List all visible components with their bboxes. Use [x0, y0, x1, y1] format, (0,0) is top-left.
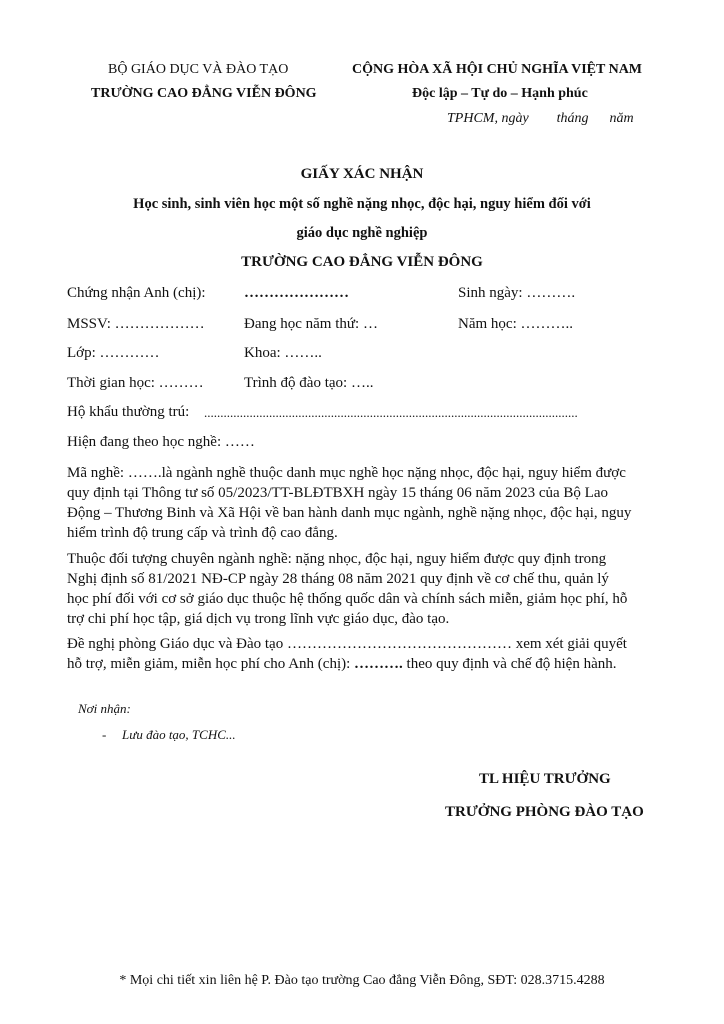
paragraph-line: Thuộc đối tượng chuyên ngành nghề: nặng nhọc, độc hại, nguy hiểm được quy định trong — [67, 551, 607, 567]
residence-dots: ................................................................................................................... — [204, 405, 578, 420]
ministry-name: BỘ GIÁO DỤC VÀ ĐÀO TẠO — [108, 62, 289, 77]
certify-value: ………………… — [244, 285, 349, 301]
recipients-label: Nơi nhận: — [78, 701, 131, 716]
faculty-field: Khoa: …….. — [244, 345, 322, 361]
recipients-item: Lưu đào tạo, TCHC... — [122, 727, 236, 742]
republic-name: CỘNG HÒA XÃ HỘI CHỦ NGHĨA VIỆT NAM — [352, 62, 643, 77]
signature-title-1: TL HIỆU TRƯỞNG — [479, 771, 611, 787]
request-name-blank: ………. — [354, 656, 403, 672]
paragraph-request — [67, 634, 657, 674]
paragraph-line: Nghị định số 81/2021 NĐ-CP ngày 28 tháng 08 năm 2021 quy định về cơ chế thu, quản lý — [67, 571, 609, 587]
date-of-birth-field: Sinh ngày: ………. — [458, 285, 576, 301]
request-text-end: theo quy định và chế độ hiện hành. — [402, 656, 617, 672]
document-subtitle-line2: giáo dục nghề nghiệp — [296, 225, 428, 241]
paragraph-line: học phí đối với cơ sở giáo dục thuộc hệ thống quốc dân và chính sách miễn, giảm học phí, hỗ — [67, 591, 628, 607]
paragraph-line: quy định tại Thông tư số 05/2023/TT-BLĐTBXH ngày 15 tháng 06 năm 2023 của Bộ Lao — [67, 485, 608, 501]
study-year-field: Đang học năm thứ: … — [244, 316, 378, 332]
student-id-field: MSSV: ……………… — [67, 316, 205, 332]
document-subtitle-line1: Học sinh, sinh viên học một số nghề nặng nhọc, độc hại, nguy hiểm đối với — [133, 196, 591, 212]
document-title: GIẤY XÁC NHẬN — [300, 166, 424, 182]
training-level-field: Trình độ đào tạo: ….. — [244, 375, 374, 391]
paragraph-line: Mã nghề: …….là ngành nghề thuộc danh mục nghề học nặng nhọc, độc hại, nguy hiểm được — [67, 465, 626, 481]
place-date: TPHCM, ngày tháng năm — [447, 111, 634, 126]
residence-label: Hộ khẩu thường trú: — [67, 404, 190, 420]
paragraph-major-code — [67, 463, 657, 543]
paragraph-line: Động – Thương Binh và Xã Hội về ban hành danh mục ngành, nghề nặng nhọc, độc hại, nguy — [67, 505, 632, 521]
paragraph-line: hiểm trình độ trung cấp và trình độ cao đẳng. — [67, 525, 338, 541]
request-text: hỗ trợ, miễn giảm, miễn học phí cho Anh (chị): — [67, 656, 355, 672]
current-major-field: Hiện đang theo học nghề: …… — [67, 434, 255, 450]
class-field: Lớp: ………… — [67, 345, 160, 361]
recipients-bullet: - — [102, 727, 107, 742]
study-time-field: Thời gian học: ……… — [67, 375, 204, 391]
national-motto: Độc lập – Tự do – Hạnh phúc — [412, 86, 588, 101]
paragraph-line: Đề nghị phòng Giáo dục và Đào tạo ……………………………………… xem xét giải quyết — [67, 636, 627, 652]
school-name-header: TRƯỜNG CAO ĐẲNG VIỄN ĐÔNG — [91, 86, 317, 101]
school-year-field: Năm học: ……….. — [458, 316, 573, 332]
footer-contact: * Mọi chi tiết xin liên hệ P. Đào tạo trường Cao đẳng Viễn Đông, SĐT: 028.3715.4288 — [119, 973, 605, 988]
paragraph-line: trợ chi phí học tập, giá dịch vụ trong lĩnh vực giáo dục, đào tạo. — [67, 611, 450, 627]
signature-title-2: TRƯỞNG PHÒNG ĐÀO TẠO — [445, 804, 644, 820]
paragraph-eligibility — [67, 549, 657, 629]
certify-label: Chứng nhận Anh (chị): — [67, 285, 206, 301]
paragraph-line — [67, 654, 657, 674]
school-name-title: TRƯỜNG CAO ĐẲNG VIỄN ĐÔNG — [241, 254, 483, 270]
